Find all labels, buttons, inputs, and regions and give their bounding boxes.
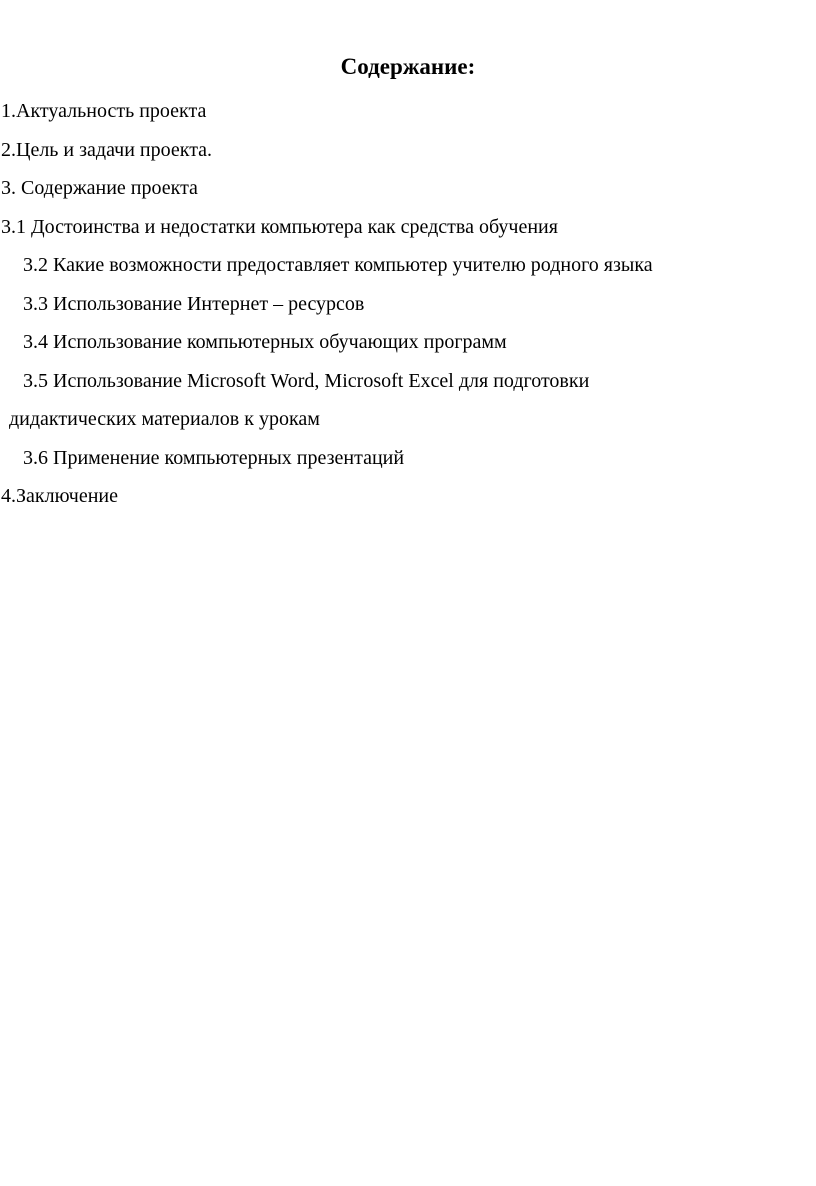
toc-item-1: 1.Актуальность проекта — [1, 100, 207, 122]
toc-item-3-5: 3.5 Использование Microsoft Word, Microsoft Excel для подготовки — [23, 369, 590, 392]
toc-item-3-4: 3.4 Использование компьютерных обучающих программ — [23, 331, 507, 353]
toc-item-3-5-continuation: дидактических материалов к урокам — [9, 408, 320, 430]
toc-item-3-3: 3.3 Использование Интернет – ресурсов — [23, 292, 365, 315]
page-title: Содержание: — [340, 54, 476, 79]
toc-item-3: 3. Содержание проекта — [1, 177, 198, 199]
toc-item-3-1: 3.1 Достоинства и недостатки компьютера как средства обучения — [1, 215, 558, 238]
toc-item-3-2: 3.2 Какие возможности предоставляет компьютер учителю родного языка — [23, 254, 653, 276]
toc-item-4: 4.Заключение — [1, 485, 118, 507]
toc-item-2: 2.Цель и задачи проекта. — [1, 138, 213, 161]
toc-item-3-6: 3.6 Применение компьютерных презентаций — [23, 446, 405, 469]
table-of-contents — [0, 92, 816, 516]
